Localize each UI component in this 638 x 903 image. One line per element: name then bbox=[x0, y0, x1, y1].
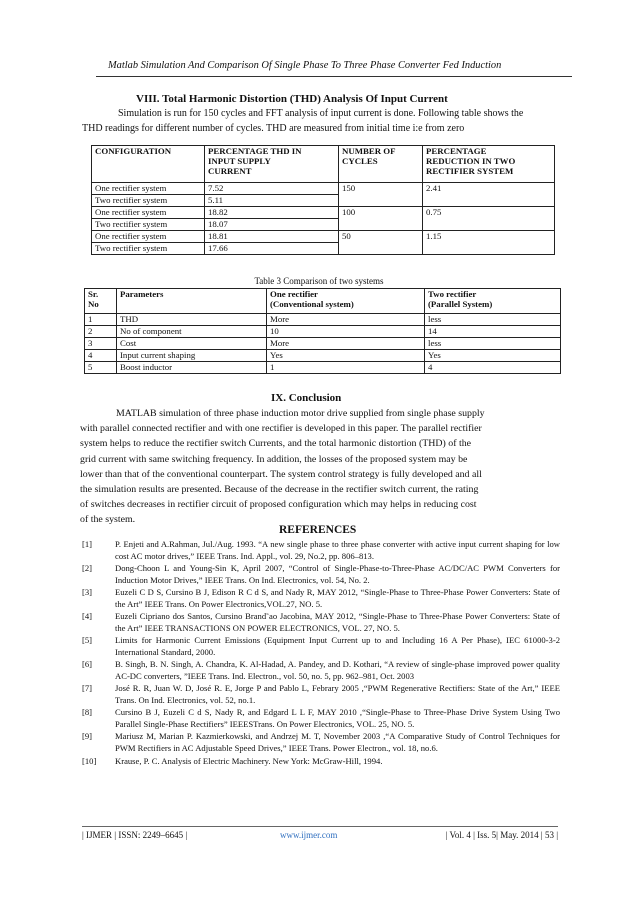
cmp-header-parameters: Parameters bbox=[117, 289, 267, 314]
comparison-table bbox=[84, 288, 561, 374]
table-row: Two rectifier system 5.11 bbox=[92, 195, 555, 207]
table-3-caption: Table 3 Comparison of two systems bbox=[254, 276, 384, 286]
reference-item: [7] José R. R, Juan W. D, José R. E, Jorge P and Pablo L, Febrary 2005 ,“PWM Regenerative Rectifiers: State of the Art,” IEEE Trans. On Ind. Electronics, vol. 52, no.1. bbox=[82, 683, 560, 705]
cycles-cell: 100 bbox=[339, 207, 423, 231]
cmp-header-two-rectifier: Two rectifier (Parallel System) bbox=[425, 289, 561, 314]
references-title: REFERENCES bbox=[279, 524, 357, 536]
reference-item: [3] Euzeli C D S, Cursino B J, Edison R C d S, and Nady R, MAY 2012, “Single-Phase to Three-Phase Power Converters: State of the Art” IEEE Trans. On Power Electronics,VOL.27, NO. 5. bbox=[82, 587, 560, 609]
section-8-title: VIII. Total Harmonic Distortion (THD) Analysis Of Input Current bbox=[136, 93, 448, 105]
table-row: One rectifier system 18.82 100 0.75 bbox=[92, 207, 555, 219]
reduction-cell: 1.15 bbox=[423, 231, 555, 255]
cycles-cell: 50 bbox=[339, 231, 423, 255]
intro-line-1: Simulation is run for 150 cycles and FFT analysis of input current is done. Following table shows the bbox=[118, 108, 524, 119]
conclusion-line: the simulation results are presented. Because of the decrease in the rectifier switch current, the rating bbox=[80, 484, 479, 496]
table-row: One rectifier system 18.81 50 1.15 bbox=[92, 231, 555, 243]
header-rule bbox=[96, 76, 572, 77]
footer-rule bbox=[82, 826, 558, 827]
footer-journal: | IJMER | ISSN: 2249–6645 | bbox=[82, 830, 188, 840]
table-row: 3 Cost More less bbox=[85, 338, 561, 350]
conclusion-line: with parallel connected rectifier and with one rectifier is developed in this paper. The parallel rectifier bbox=[80, 423, 482, 435]
conclusion-line: system helps to reduce the rectifier switch Currents, and the total harmonic distortion (THD) of the bbox=[80, 438, 472, 450]
footer-website-link[interactable]: www.ijmer.com bbox=[280, 830, 338, 840]
running-header: Matlab Simulation And Comparison Of Single Phase To Three Phase Converter Fed Induction bbox=[108, 60, 502, 71]
thd-header-config: CONFIGURATION bbox=[92, 146, 205, 183]
cmp-header-srno: Sr. No bbox=[85, 289, 117, 314]
table-row: 4 Input current shaping Yes Yes bbox=[85, 350, 561, 362]
reference-item: [8] Cursino B J, Euzeli C d S, Nady R, and Edgard L L F, MAY 2010 ,“Single-Phase to Three-Phase Drive System Using Two Parallel Single-Phase Rectifiers” IEEESTrans. On Power Electronics, VOL. 25, NO. 5. bbox=[82, 707, 560, 729]
table-row: One rectifier system 7.52 150 2.41 bbox=[92, 183, 555, 195]
conclusion-paragraph bbox=[80, 406, 558, 528]
table-row: Two rectifier system 17.66 bbox=[92, 243, 555, 255]
section-8-intro bbox=[82, 106, 556, 136]
reduction-cell: 0.75 bbox=[423, 207, 555, 231]
thd-table-header bbox=[92, 146, 555, 183]
conclusion-line: grid current with same switching frequency. In addition, the losses of the proposed system may be bbox=[80, 453, 468, 465]
reference-item: [6] B. Singh, B. N. Singh, A. Chandra, K. Al-Hadad, A. Pandey, and D. Kothari, “A review of single-phase improved power quality AC-DC converters, ”IEEE Trans. Ind. Electron., vol. 50, no. 5, pp. 962–981, Oct. 2003 bbox=[82, 659, 560, 681]
intro-line-2: THD readings for different number of cycles. THD are measured from initial time i:e from zero bbox=[82, 123, 465, 134]
reduction-cell: 2.41 bbox=[423, 183, 555, 207]
thd-header-cycles: NUMBER OF CYCLES bbox=[339, 146, 423, 183]
thd-header-reduction: PERCENTAGE REDUCTION IN TWO RECTIFIER SYSTEM bbox=[423, 146, 555, 183]
cmp-header-one-rectifier: One rectifier (Conventional system) bbox=[267, 289, 425, 314]
thd-header-thd: PERCENTAGE THD IN INPUT SUPPLY CURRENT bbox=[205, 146, 339, 183]
cycles-cell: 150 bbox=[339, 183, 423, 207]
reference-item: [10] Krause, P. C. Analysis of Electric Machinery. New York: McGraw-Hill, 1994. bbox=[82, 756, 383, 766]
thd-table bbox=[91, 145, 555, 255]
conclusion-line: lower than that of the conventional counterpart. The system control strategy is fully developed and all bbox=[80, 468, 482, 480]
table-row: 1 THD More less bbox=[85, 314, 561, 326]
reference-item: [9] Mariusz M, Marian P. Kazmierkowski, and Andrzej M. T, November 2003 ,“A Comparative Study of Control Techniques for PWM Rectifiers in AC Adjustable Speed Drives,” IEEE Trans. Power Electron., vol. 18, no.6. bbox=[82, 731, 560, 753]
conclusion-title: IX. Conclusion bbox=[271, 392, 342, 404]
conclusion-line: of switches decreases in rectifier circuit of proposed configuration which may helps in reducing cost bbox=[80, 499, 477, 511]
reference-item: [2] Dong-Choon L and Young-Sin K, April 2007, “Control of Single-Phase-to-Three-Phase AC/DC/AC PWM Converters for Induction Motor Drives,” IEEE Trans. On Ind. Electronics, vol. 54, No. 2. bbox=[82, 563, 560, 585]
conclusion-line: MATLAB simulation of three phase induction motor drive supplied from single phase supply bbox=[116, 408, 485, 419]
conclusion-line: of the system. bbox=[80, 514, 136, 526]
reference-item: [1] P. Enjeti and A.Rahman, Jul./Aug. 1993. “A new single phase to three phase converter with active input current shaping for low cost AC motor drives,” IEEE Trans. Ind. Appl., vol. 29, No.2, pp. 806–813. bbox=[82, 539, 560, 561]
table-row: 2 No of component 10 14 bbox=[85, 326, 561, 338]
reference-item: [4] Euzeli Cipriano dos Santos, Cursino Brand˜ao Jacobina, MAY 2012, “Single-Phase to Three-Phase Power Converters: State of the Art” IEEE TRANSACTIONS ON POWER ELECTRONICS, VOL. 27, NO. 5. bbox=[82, 611, 560, 633]
table-row: Two rectifier system 18.07 bbox=[92, 219, 555, 231]
table-row: 5 Boost inductor 1 4 bbox=[85, 362, 561, 374]
footer-volume-page: | Vol. 4 | Iss. 5| May. 2014 | 53 | bbox=[445, 830, 558, 840]
reference-item: [5] Limits for Harmonic Current Emissions (Equipment Input Current up to and Including 16 A Per Phase), IEC 61000-3-2 International Standard, 2000. bbox=[82, 635, 560, 657]
comparison-table-header bbox=[85, 289, 561, 314]
